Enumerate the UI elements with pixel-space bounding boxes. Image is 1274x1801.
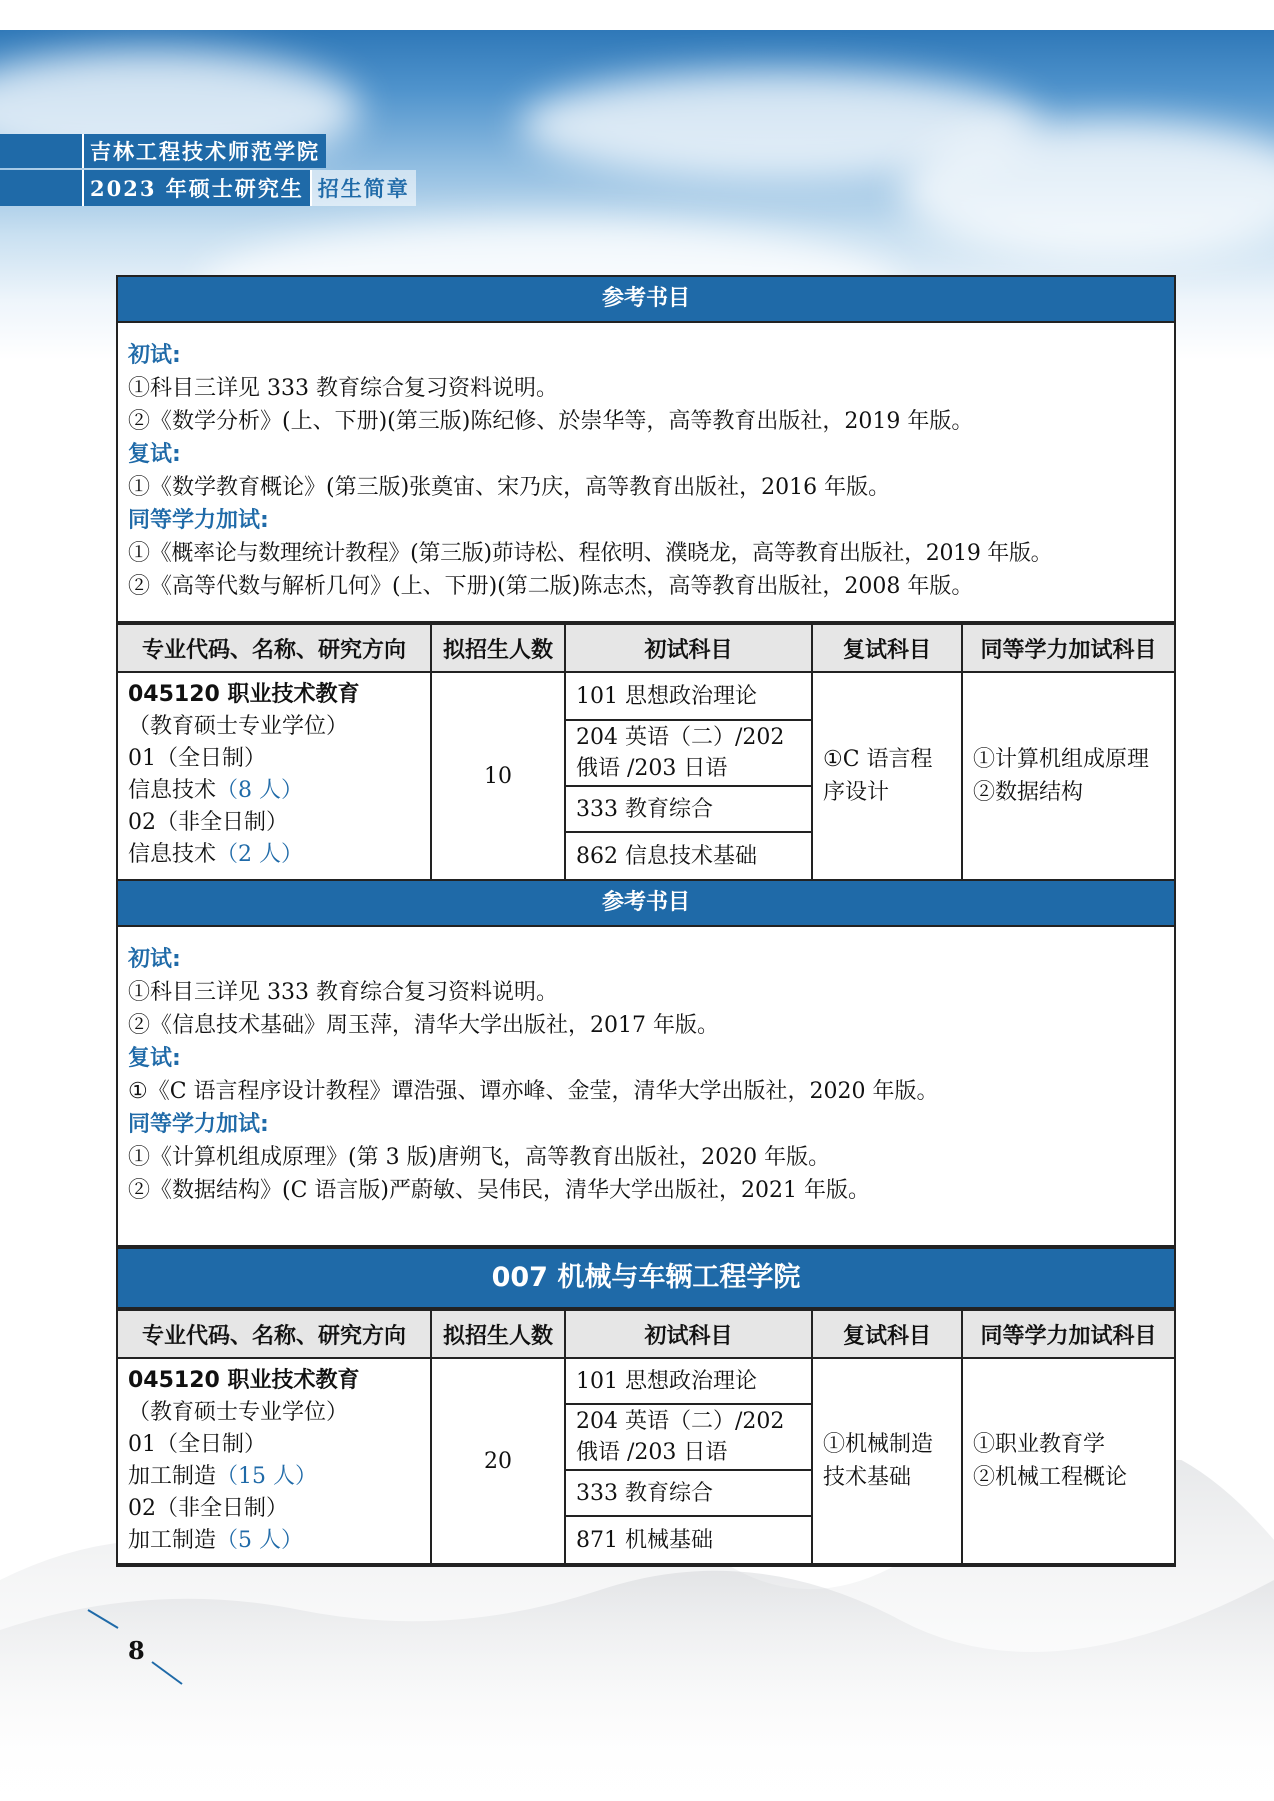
quota-cell: 10 [431, 672, 565, 880]
refs-item: ①《C 语言程序设计教程》谭浩强、谭亦峰、金莹，清华大学出版社，2020 年版。 [128, 1079, 939, 1104]
refs-block-1 [118, 323, 1174, 623]
direction-1: 01（全日制） [128, 1432, 266, 1457]
extra-item: ①职业教育学 [973, 1432, 1106, 1457]
subject-cell: 101 思想政治理论 [565, 1358, 812, 1404]
direction-1-line [128, 775, 420, 807]
subject-cell: 333 教育综合 [565, 786, 812, 832]
school-name: 吉林工程技术师范学院 [82, 134, 326, 168]
subject-cell: 101 思想政治理论 [565, 672, 812, 720]
direction-1-count: （8 人） [216, 778, 304, 803]
direction-1-count: （15 人） [216, 1464, 318, 1489]
extra-item: ②机械工程概论 [973, 1465, 1128, 1490]
refs-item: ①《数学教育概论》(第三版)张奠宙、宋乃庆，高等教育出版社，2016 年版。 [128, 475, 891, 500]
subject-cell: 333 教育综合 [565, 1470, 812, 1516]
col-header-extra: 同等学力加试科目 [962, 624, 1174, 672]
direction-2: 02（非全日制） [128, 1496, 288, 1521]
col-header-initial: 初试科目 [565, 624, 812, 672]
table-header-row [118, 1310, 1174, 1358]
direction-2-count: （2 人） [216, 842, 304, 867]
degree-type: （教育硕士专业学位） [128, 1400, 349, 1425]
col-header-major: 专业代码、名称、研究方向 [118, 624, 431, 672]
major-cell [118, 672, 431, 880]
refs-item: ①科目三详见 333 教育综合复习资料说明。 [128, 980, 558, 1005]
subject-cell: 204 英语（二）/202 俄语 /203 日语 [565, 1404, 812, 1470]
refs-heading: 初试: [128, 343, 181, 368]
header-title-bar [0, 170, 416, 206]
extra-cell [962, 1358, 1174, 1564]
extra-item: ②数据结构 [973, 780, 1084, 805]
direction-2-name: 信息技术 [128, 842, 217, 867]
refs-heading: 同等学力加试: [128, 508, 269, 533]
refs-heading: 复试: [128, 442, 181, 467]
col-header-retest: 复试科目 [812, 1310, 962, 1358]
direction-2-line [128, 1525, 420, 1557]
col-header-initial: 初试科目 [565, 1310, 812, 1358]
direction-1-name: 加工制造 [128, 1464, 217, 1489]
retest-cell: ①机械制造技术基础 [812, 1358, 962, 1564]
refs-title-1: 参考书目 [118, 277, 1174, 323]
program-table-1 [118, 623, 1174, 881]
major-code: 045120 职业技术教育 [128, 1368, 360, 1393]
admission-table [116, 275, 1176, 1567]
quota-cell: 20 [431, 1358, 565, 1564]
direction-1-line [128, 1461, 420, 1493]
extra-cell [962, 672, 1174, 880]
retest-cell: ①C 语言程序设计 [812, 672, 962, 880]
refs-item: ①《概率论与数理统计教程》(第三版)茆诗松、程依明、濮晓龙，高等教育出版社，2019 年版。 [128, 541, 1053, 566]
brochure-title: 招生简章 [310, 170, 416, 206]
subject-cell: 204 英语（二）/202 俄语 /203 日语 [565, 720, 812, 786]
extra-item: ①计算机组成原理 [973, 747, 1150, 772]
direction-2-line [128, 839, 420, 871]
refs-heading: 同等学力加试: [128, 1112, 269, 1137]
col-header-quota: 拟招生人数 [431, 1310, 565, 1358]
subject-cell: 862 信息技术基础 [565, 832, 812, 880]
page-number: 8 [128, 1636, 145, 1665]
col-header-major: 专业代码、名称、研究方向 [118, 1310, 431, 1358]
table-row [118, 1358, 1174, 1404]
col-header-retest: 复试科目 [812, 624, 962, 672]
refs-item: ①《计算机组成原理》(第 3 版)唐朔飞，高等教育出版社，2020 年版。 [128, 1145, 831, 1170]
refs-item: ②《高等代数与解析几何》(上、下册)(第二版)陈志杰，高等教育出版社，2008 年版。 [128, 574, 974, 599]
refs-item: ②《数据结构》(C 语言版)严蔚敏、吴伟民，清华大学出版社，2021 年版。 [128, 1178, 870, 1203]
direction-2: 02（非全日制） [128, 810, 288, 835]
direction-2-name: 加工制造 [128, 1528, 217, 1553]
year-title: 2023 年硕士研究生 [82, 170, 310, 206]
table-header-row [118, 624, 1174, 672]
refs-item: ②《数学分析》(上、下册)(第三版)陈纪修、於崇华等，高等教育出版社，2019 年版。 [128, 409, 974, 434]
direction-1-name: 信息技术 [128, 778, 217, 803]
college-title: 007 机械与车辆工程学院 [118, 1247, 1174, 1309]
direction-2-count: （5 人） [216, 1528, 304, 1553]
refs-heading: 复试: [128, 1046, 181, 1071]
refs-item: ①科目三详见 333 教育综合复习资料说明。 [128, 376, 558, 401]
col-header-quota: 拟招生人数 [431, 624, 565, 672]
degree-type: （教育硕士专业学位） [128, 714, 349, 739]
refs-title-2: 参考书目 [118, 881, 1174, 927]
direction-1: 01（全日制） [128, 746, 266, 771]
table-row [118, 672, 1174, 720]
program-table-2 [118, 1309, 1174, 1565]
header-school-bar [0, 134, 326, 168]
refs-heading: 初试: [128, 947, 181, 972]
refs-block-2 [118, 927, 1174, 1247]
major-code: 045120 职业技术教育 [128, 682, 360, 707]
refs-item: ②《信息技术基础》周玉萍，清华大学出版社，2017 年版。 [128, 1013, 719, 1038]
col-header-extra: 同等学力加试科目 [962, 1310, 1174, 1358]
subject-cell: 871 机械基础 [565, 1516, 812, 1564]
major-cell [118, 1358, 431, 1564]
